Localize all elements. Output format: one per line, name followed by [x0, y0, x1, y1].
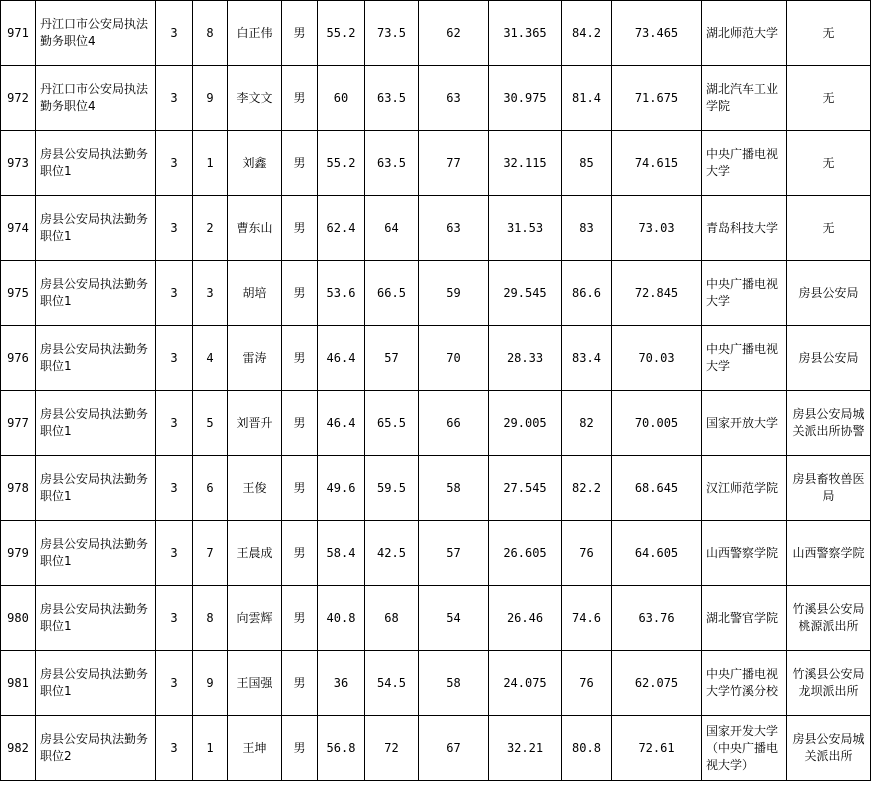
plan-count-cell: 3	[156, 651, 193, 716]
seq-cell: 973	[1, 131, 36, 196]
employer-cell: 房县畜牧兽医局	[787, 456, 871, 521]
plan-count-cell: 3	[156, 716, 193, 781]
gender-cell: 男	[282, 66, 318, 131]
written-score-cell: 28.33	[489, 326, 562, 391]
table-row	[1, 326, 871, 391]
score-1-cell: 56.8	[318, 716, 365, 781]
table-row	[1, 456, 871, 521]
plan-count-cell: 3	[156, 521, 193, 586]
name-cell: 王坤	[228, 716, 282, 781]
employer-cell: 山西警察学院	[787, 521, 871, 586]
score-1-cell: 46.4	[318, 326, 365, 391]
rank-cell: 4	[193, 326, 228, 391]
name-cell: 刘晋升	[228, 391, 282, 456]
school-cell: 湖北警官学院	[702, 586, 787, 651]
rank-cell: 3	[193, 261, 228, 326]
name-cell: 雷涛	[228, 326, 282, 391]
position-cell: 丹江口市公安局执法勤务职位4	[36, 1, 156, 66]
score-2-cell: 72	[365, 716, 419, 781]
total-score-cell: 71.675	[612, 66, 702, 131]
plan-count-cell: 3	[156, 261, 193, 326]
employer-cell: 房县公安局	[787, 326, 871, 391]
interview-score-cell: 84.2	[562, 1, 612, 66]
score-3-cell: 77	[419, 131, 489, 196]
written-score-cell: 26.605	[489, 521, 562, 586]
employer-cell: 无	[787, 1, 871, 66]
rank-cell: 8	[193, 1, 228, 66]
interview-score-cell: 76	[562, 651, 612, 716]
score-1-cell: 60	[318, 66, 365, 131]
score-2-cell: 57	[365, 326, 419, 391]
table-row	[1, 131, 871, 196]
total-score-cell: 74.615	[612, 131, 702, 196]
score-1-cell: 58.4	[318, 521, 365, 586]
gender-cell: 男	[282, 1, 318, 66]
table-row	[1, 586, 871, 651]
score-2-cell: 59.5	[365, 456, 419, 521]
gender-cell: 男	[282, 196, 318, 261]
rank-cell: 7	[193, 521, 228, 586]
score-2-cell: 54.5	[365, 651, 419, 716]
position-cell: 丹江口市公安局执法勤务职位4	[36, 66, 156, 131]
gender-cell: 男	[282, 131, 318, 196]
plan-count-cell: 3	[156, 66, 193, 131]
score-2-cell: 65.5	[365, 391, 419, 456]
seq-cell: 980	[1, 586, 36, 651]
seq-cell: 974	[1, 196, 36, 261]
employer-cell: 房县公安局城关派出所	[787, 716, 871, 781]
position-cell: 房县公安局执法勤务职位2	[36, 716, 156, 781]
written-score-cell: 31.53	[489, 196, 562, 261]
name-cell: 白正伟	[228, 1, 282, 66]
interview-score-cell: 85	[562, 131, 612, 196]
position-cell: 房县公安局执法勤务职位1	[36, 651, 156, 716]
score-1-cell: 53.6	[318, 261, 365, 326]
seq-cell: 975	[1, 261, 36, 326]
score-3-cell: 70	[419, 326, 489, 391]
name-cell: 曹东山	[228, 196, 282, 261]
employer-cell: 房县公安局城关派出所协警	[787, 391, 871, 456]
employer-cell: 房县公安局	[787, 261, 871, 326]
name-cell: 王俊	[228, 456, 282, 521]
gender-cell: 男	[282, 586, 318, 651]
school-cell: 湖北师范大学	[702, 1, 787, 66]
total-score-cell: 70.03	[612, 326, 702, 391]
school-cell: 国家开放大学	[702, 391, 787, 456]
school-cell: 青岛科技大学	[702, 196, 787, 261]
score-3-cell: 58	[419, 651, 489, 716]
rank-cell: 8	[193, 586, 228, 651]
school-cell: 山西警察学院	[702, 521, 787, 586]
rank-cell: 2	[193, 196, 228, 261]
seq-cell: 982	[1, 716, 36, 781]
total-score-cell: 73.465	[612, 1, 702, 66]
score-3-cell: 62	[419, 1, 489, 66]
interview-score-cell: 82	[562, 391, 612, 456]
rank-cell: 1	[193, 131, 228, 196]
written-score-cell: 29.005	[489, 391, 562, 456]
name-cell: 胡培	[228, 261, 282, 326]
seq-cell: 972	[1, 66, 36, 131]
position-cell: 房县公安局执法勤务职位1	[36, 261, 156, 326]
plan-count-cell: 3	[156, 326, 193, 391]
total-score-cell: 72.61	[612, 716, 702, 781]
position-cell: 房县公安局执法勤务职位1	[36, 586, 156, 651]
gender-cell: 男	[282, 326, 318, 391]
rank-cell: 9	[193, 651, 228, 716]
gender-cell: 男	[282, 651, 318, 716]
name-cell: 王晨成	[228, 521, 282, 586]
score-2-cell: 63.5	[365, 131, 419, 196]
score-1-cell: 40.8	[318, 586, 365, 651]
gender-cell: 男	[282, 391, 318, 456]
position-cell: 房县公安局执法勤务职位1	[36, 196, 156, 261]
written-score-cell: 27.545	[489, 456, 562, 521]
score-2-cell: 73.5	[365, 1, 419, 66]
score-2-cell: 63.5	[365, 66, 419, 131]
score-1-cell: 55.2	[318, 131, 365, 196]
total-score-cell: 72.845	[612, 261, 702, 326]
seq-cell: 976	[1, 326, 36, 391]
score-2-cell: 68	[365, 586, 419, 651]
name-cell: 刘鑫	[228, 131, 282, 196]
seq-cell: 977	[1, 391, 36, 456]
table-row	[1, 651, 871, 716]
name-cell: 向雲辉	[228, 586, 282, 651]
score-1-cell: 49.6	[318, 456, 365, 521]
rank-cell: 5	[193, 391, 228, 456]
score-1-cell: 36	[318, 651, 365, 716]
table-row	[1, 261, 871, 326]
school-cell: 国家开发大学（中央广播电视大学）	[702, 716, 787, 781]
score-3-cell: 63	[419, 196, 489, 261]
total-score-cell: 64.605	[612, 521, 702, 586]
plan-count-cell: 3	[156, 131, 193, 196]
interview-score-cell: 74.6	[562, 586, 612, 651]
score-3-cell: 58	[419, 456, 489, 521]
interview-score-cell: 80.8	[562, 716, 612, 781]
seq-cell: 981	[1, 651, 36, 716]
school-cell: 中央广播电视大学	[702, 261, 787, 326]
name-cell: 李文文	[228, 66, 282, 131]
results-table-body	[1, 1, 871, 781]
position-cell: 房县公安局执法勤务职位1	[36, 391, 156, 456]
seq-cell: 971	[1, 1, 36, 66]
plan-count-cell: 3	[156, 391, 193, 456]
interview-score-cell: 76	[562, 521, 612, 586]
school-cell: 中央广播电视大学	[702, 326, 787, 391]
employer-cell: 竹溪县公安局桃源派出所	[787, 586, 871, 651]
written-score-cell: 29.545	[489, 261, 562, 326]
interview-score-cell: 81.4	[562, 66, 612, 131]
plan-count-cell: 3	[156, 1, 193, 66]
gender-cell: 男	[282, 456, 318, 521]
position-cell: 房县公安局执法勤务职位1	[36, 456, 156, 521]
written-score-cell: 30.975	[489, 66, 562, 131]
rank-cell: 9	[193, 66, 228, 131]
score-3-cell: 59	[419, 261, 489, 326]
table-row	[1, 66, 871, 131]
score-1-cell: 55.2	[318, 1, 365, 66]
score-3-cell: 54	[419, 586, 489, 651]
score-2-cell: 64	[365, 196, 419, 261]
school-cell: 湖北汽车工业学院	[702, 66, 787, 131]
gender-cell: 男	[282, 521, 318, 586]
score-3-cell: 63	[419, 66, 489, 131]
employer-cell: 无	[787, 131, 871, 196]
name-cell: 王国强	[228, 651, 282, 716]
school-cell: 汉江师范学院	[702, 456, 787, 521]
employer-cell: 无	[787, 196, 871, 261]
score-3-cell: 66	[419, 391, 489, 456]
table-row	[1, 196, 871, 261]
school-cell: 中央广播电视大学竹溪分校	[702, 651, 787, 716]
rank-cell: 1	[193, 716, 228, 781]
school-cell: 中央广播电视大学	[702, 131, 787, 196]
total-score-cell: 68.645	[612, 456, 702, 521]
table-row	[1, 391, 871, 456]
score-3-cell: 57	[419, 521, 489, 586]
position-cell: 房县公安局执法勤务职位1	[36, 521, 156, 586]
position-cell: 房县公安局执法勤务职位1	[36, 326, 156, 391]
seq-cell: 978	[1, 456, 36, 521]
gender-cell: 男	[282, 261, 318, 326]
total-score-cell: 63.76	[612, 586, 702, 651]
plan-count-cell: 3	[156, 456, 193, 521]
score-2-cell: 42.5	[365, 521, 419, 586]
score-1-cell: 62.4	[318, 196, 365, 261]
interview-score-cell: 83	[562, 196, 612, 261]
written-score-cell: 26.46	[489, 586, 562, 651]
total-score-cell: 70.005	[612, 391, 702, 456]
score-1-cell: 46.4	[318, 391, 365, 456]
written-score-cell: 24.075	[489, 651, 562, 716]
position-cell: 房县公安局执法勤务职位1	[36, 131, 156, 196]
gender-cell: 男	[282, 716, 318, 781]
rank-cell: 6	[193, 456, 228, 521]
total-score-cell: 62.075	[612, 651, 702, 716]
table-row	[1, 521, 871, 586]
total-score-cell: 73.03	[612, 196, 702, 261]
plan-count-cell: 3	[156, 196, 193, 261]
written-score-cell: 31.365	[489, 1, 562, 66]
interview-score-cell: 83.4	[562, 326, 612, 391]
interview-score-cell: 82.2	[562, 456, 612, 521]
score-2-cell: 66.5	[365, 261, 419, 326]
plan-count-cell: 3	[156, 586, 193, 651]
written-score-cell: 32.21	[489, 716, 562, 781]
employer-cell: 无	[787, 66, 871, 131]
interview-score-cell: 86.6	[562, 261, 612, 326]
written-score-cell: 32.115	[489, 131, 562, 196]
table-row	[1, 1, 871, 66]
seq-cell: 979	[1, 521, 36, 586]
score-3-cell: 67	[419, 716, 489, 781]
employer-cell: 竹溪县公安局龙坝派出所	[787, 651, 871, 716]
table-row	[1, 716, 871, 781]
